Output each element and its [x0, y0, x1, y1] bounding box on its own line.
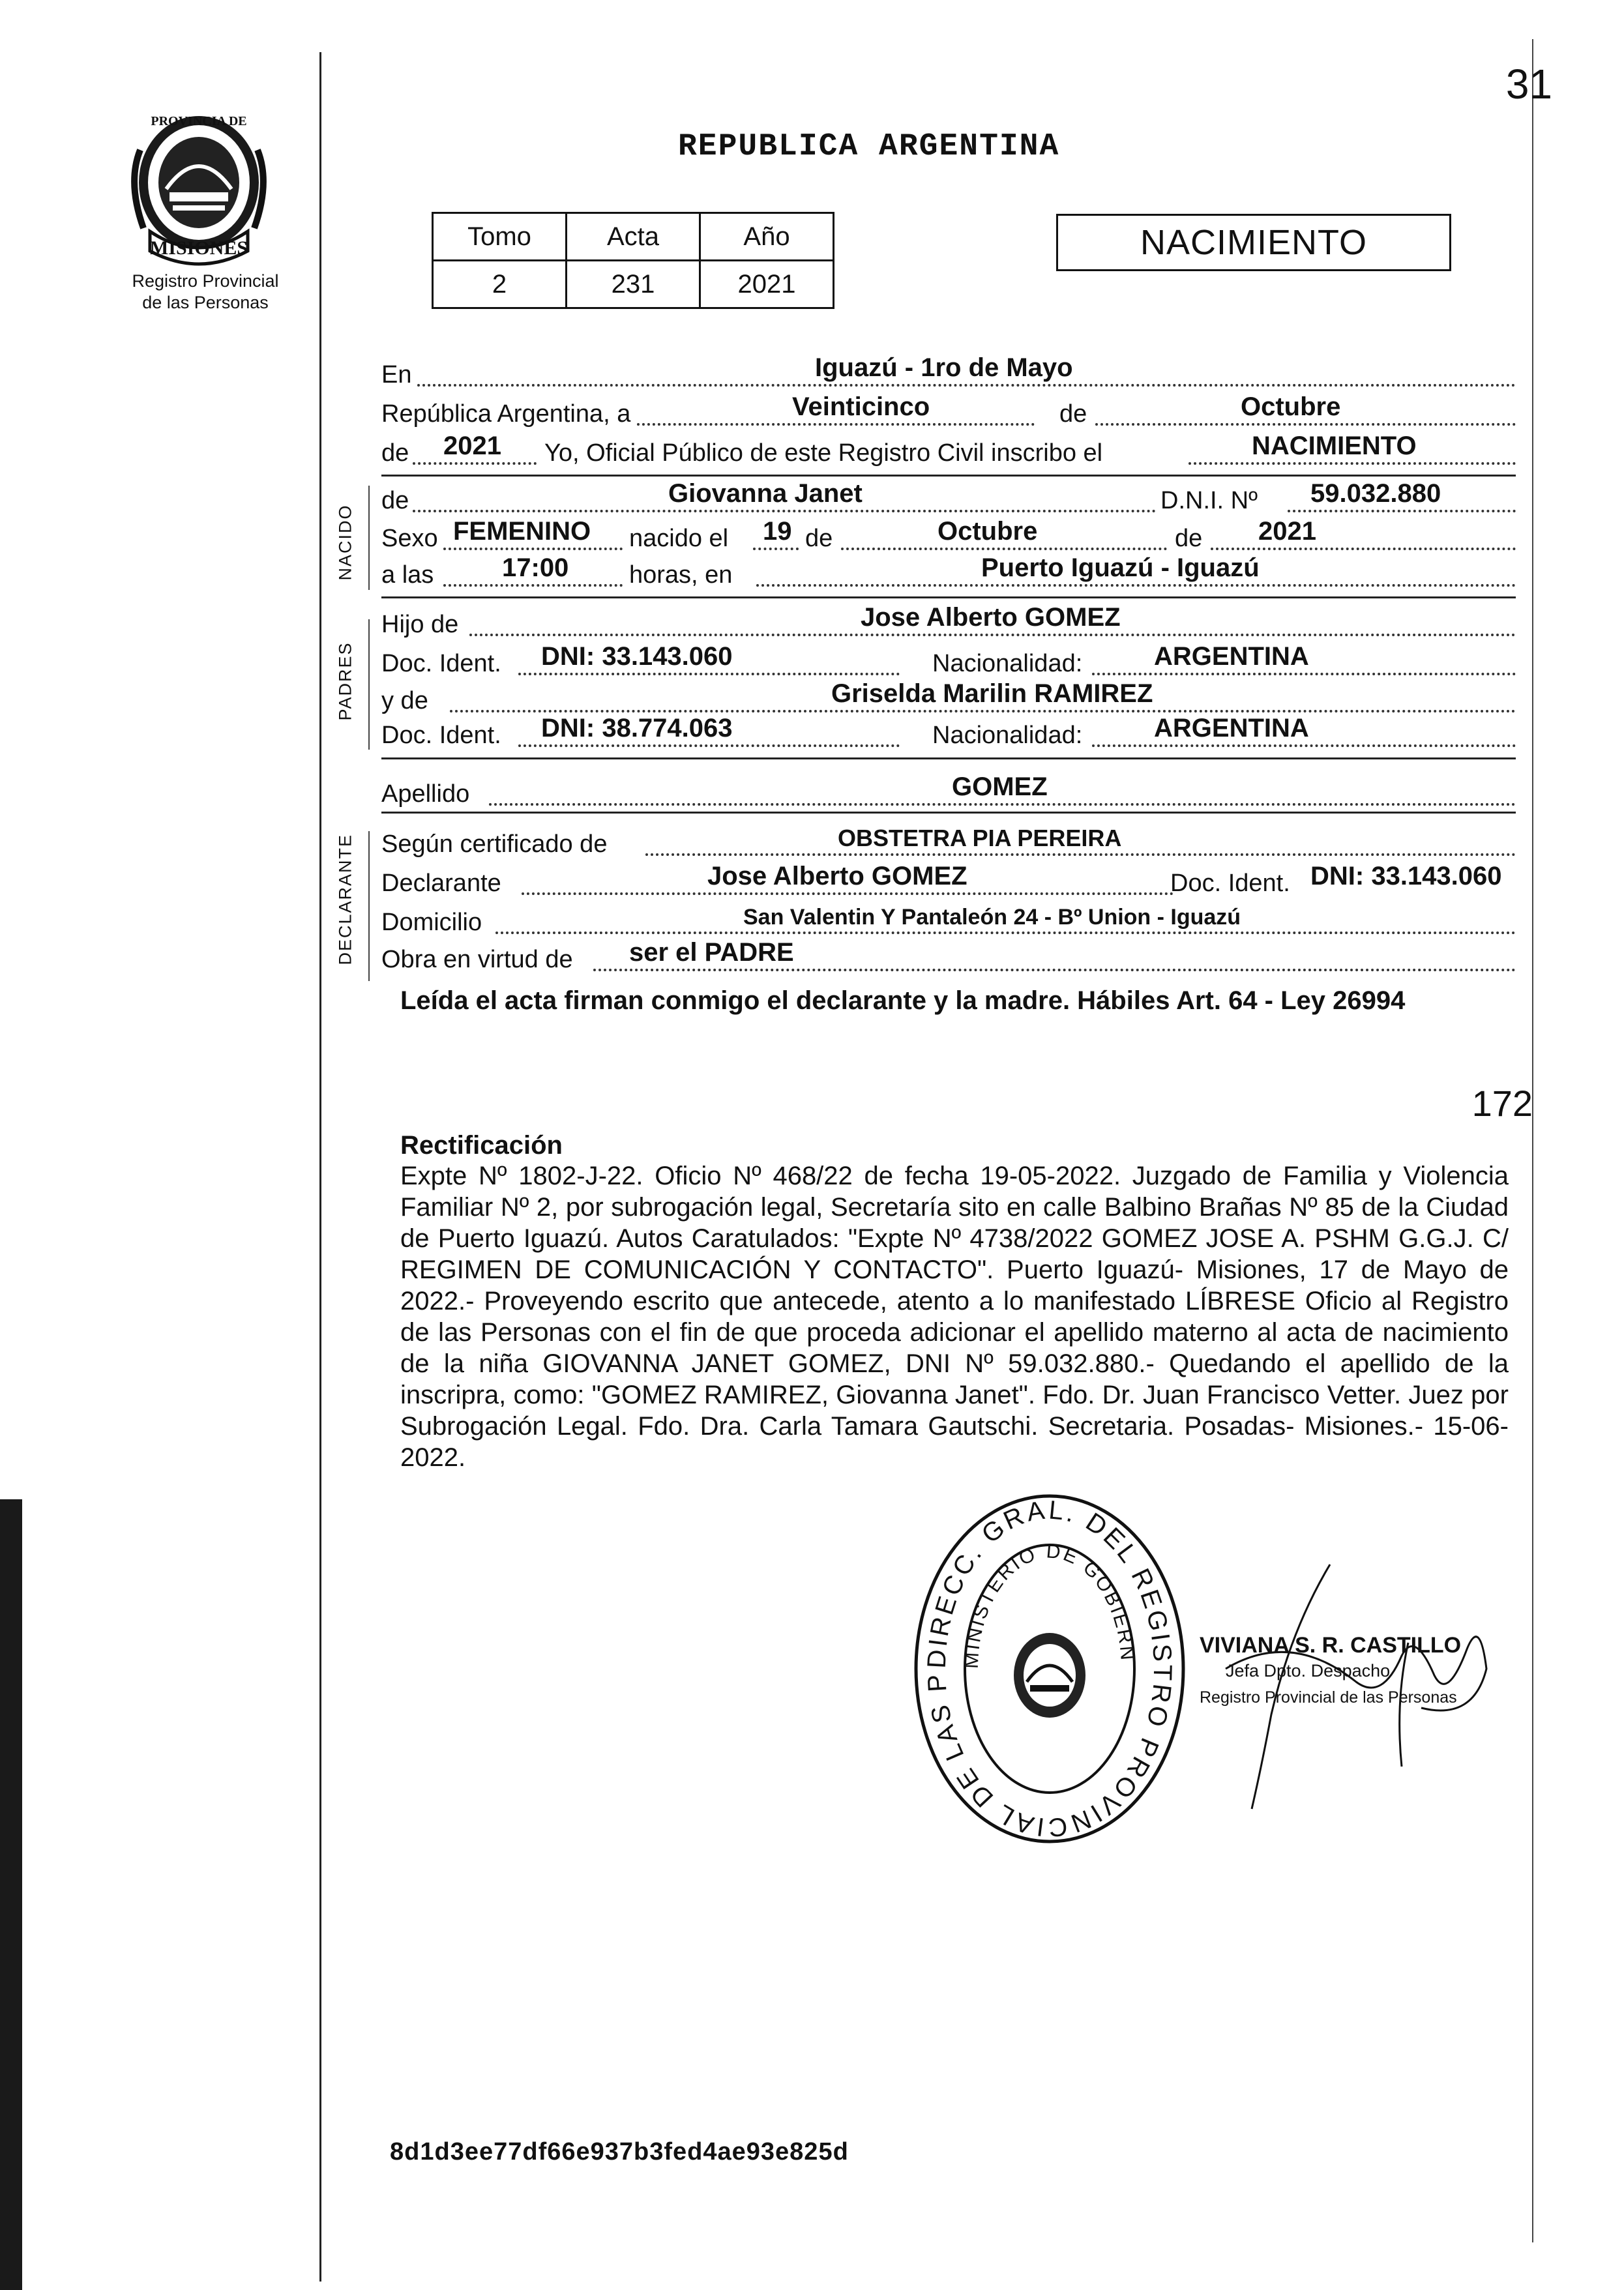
row-apellido	[381, 774, 1516, 814]
row-en	[381, 355, 1516, 394]
decl-doc-label: Doc. Ident.	[1170, 870, 1290, 897]
row-certificado	[381, 825, 1516, 864]
obra-value: ser el PADRE	[629, 938, 794, 967]
padre-value: Jose Alberto GOMEZ	[861, 603, 1121, 632]
de-label-3: de	[805, 525, 833, 552]
svg-text:MISIONES: MISIONES	[149, 237, 248, 259]
document-title: REPUBLICA ARGENTINA	[678, 129, 1060, 164]
right-margin-line	[1532, 39, 1533, 2242]
dotted-leader	[443, 548, 623, 550]
de-nombre-label: de	[381, 487, 409, 514]
stamp-inner-text: MINISTERIO DE GOBIERN	[960, 1540, 1139, 1669]
nombre-value: Giovanna Janet	[668, 479, 863, 508]
row-sexo	[381, 519, 1516, 558]
table-value-tomo: 2	[433, 261, 567, 308]
dotted-leader	[756, 584, 1516, 587]
sexo-label: Sexo	[381, 525, 438, 552]
sexo-value: FEMENINO	[453, 517, 591, 546]
dotted-leader	[645, 853, 1516, 856]
hora-value: 17:00	[502, 553, 569, 582]
record-type-box: NACIMIENTO	[1056, 214, 1451, 271]
dotted-leader	[1092, 744, 1516, 747]
dotted-leader	[413, 462, 537, 465]
row-domicilio	[381, 903, 1516, 942]
madre-doc: DNI: 38.774.063	[541, 714, 733, 742]
row-padre	[381, 605, 1516, 644]
section-label-padres: PADRES	[335, 641, 355, 721]
y-de-label: y de	[381, 687, 428, 714]
official-stamp-icon	[906, 1486, 1193, 1851]
row-madre-doc	[381, 716, 1516, 755]
nac-mes: Octubre	[937, 517, 1038, 546]
dni-label: D.N.I. Nº	[1160, 487, 1258, 514]
dotted-leader	[495, 932, 1516, 934]
de-label-4: de	[1175, 525, 1203, 552]
page-number: 31	[1505, 61, 1552, 108]
row-hora	[381, 555, 1516, 595]
inscribo-value: NACIMIENTO	[1252, 432, 1417, 460]
signatory-name: VIVIANA S. R. CASTILLO	[1200, 1633, 1462, 1658]
dotted-leader	[1092, 673, 1516, 675]
rectificacion-body: Expte Nº 1802-J-22. Oficio Nº 468/22 de fecha 19-05-2022. Juzgado de Familia y Violencia Familiar Nº 2, por subrogación legal, Secretaría sito en calle Balbino Brañas Nº 85 de la Ciudad de Puerto Iguazú. Autos Caratulados: "Expte Nº 4738/2022 GOMEZ JOSE A. PSHM G.G.J. C/ REGIMEN DE COMUNICACIÓN Y CONTACTO". Puerto Iguazú- Misiones, 17 de Mayo de 2022.- Proveyendo escrito que antecede, atento a lo manifestado LÍBRESE Oficio al Registro de las Personas con el fin de que proceda adicionar el apellido materno al acta de nacimiento de la niña GIOVANNA JANET GOMEZ, DNI Nº 59.032.880.- Quedando el apellido de la inscripra, como: "GOMEZ RAMIREZ, Giovanna Janet". Fdo. Dr. Juan Francisco Vetter. Juez por Subrogación Legal. Fdo. Dra. Carla Tamara Gautschi. Secretaria. Posadas- Misiones.- 15-06-2022.	[400, 1162, 1509, 1472]
divider	[381, 757, 1516, 759]
dotted-leader	[417, 384, 1516, 387]
apellido-label: Apellido	[381, 780, 470, 808]
a-las-label: a las	[381, 561, 434, 589]
nacionalidad-label: Nacionalidad:	[932, 722, 1083, 749]
dotted-leader	[753, 548, 799, 550]
registry-label-line1: Registro Provincial	[132, 271, 279, 291]
scan-edge	[0, 1499, 22, 2290]
mes-value: Octubre	[1241, 392, 1341, 421]
dotted-leader	[450, 710, 1516, 712]
record-table	[432, 212, 834, 309]
declarante-bar	[368, 831, 370, 981]
certificado-label: Según certificado de	[381, 830, 608, 858]
provincial-seal-icon	[114, 104, 284, 267]
dotted-leader	[518, 673, 900, 675]
horas-en-label: horas, en	[629, 561, 733, 589]
table-header-tomo: Tomo	[433, 213, 567, 261]
dotted-leader	[489, 803, 1516, 806]
divider	[381, 596, 1516, 598]
republica-label: República Argentina, a	[381, 400, 631, 428]
padres-bar	[368, 619, 370, 750]
dotted-leader	[841, 548, 1167, 550]
row-padre-doc	[381, 644, 1516, 683]
certificado-value: OBSTETRA PIA PEREIRA	[838, 825, 1122, 851]
registry-label-line2: de las Personas	[142, 293, 269, 312]
en-value: Iguazú - 1ro de Mayo	[815, 353, 1073, 382]
de-label: de	[1059, 400, 1087, 428]
apellido-value: GOMEZ	[952, 772, 1048, 801]
stamp-outer-text: DIRECC. GRAL. DEL REGISTRO PROVINCIAL DE LAS P	[922, 1495, 1177, 1842]
doc-ident-label: Doc. Ident.	[381, 650, 501, 677]
de-label-2: de	[381, 439, 409, 467]
madre-nac: ARGENTINA	[1154, 714, 1309, 742]
signature-icon	[1187, 1551, 1499, 1812]
decl-doc-value: DNI: 33.143.060	[1310, 862, 1502, 890]
registry-label	[98, 271, 313, 314]
padre-doc: DNI: 33.143.060	[541, 642, 733, 671]
dotted-leader	[443, 584, 623, 587]
dotted-leader	[1288, 510, 1516, 512]
rectificacion-title: Rectificación	[400, 1131, 563, 1160]
table-header-acta: Acta	[567, 213, 700, 261]
domicilio-label: Domicilio	[381, 909, 482, 936]
table-value-anio: 2021	[700, 261, 834, 308]
lugar-value: Puerto Iguazú - Iguazú	[981, 553, 1260, 582]
table-value-acta: 231	[567, 261, 700, 308]
row-declarante	[381, 864, 1516, 903]
row-fecha	[381, 394, 1516, 433]
dni-value: 59.032.880	[1310, 479, 1441, 508]
row-inscribo	[381, 433, 1516, 473]
domicilio-value: San Valentin Y Pantaleón 24 - Bº Union - Iguazú	[743, 905, 1241, 930]
table-header-anio: Año	[700, 213, 834, 261]
dotted-leader	[1211, 548, 1516, 550]
declarante-label: Declarante	[381, 870, 501, 897]
anio-value: 2021	[443, 432, 501, 460]
madre-value: Griselda Marilin RAMIREZ	[831, 679, 1153, 708]
left-margin-line	[319, 52, 321, 2282]
dotted-leader	[469, 634, 1516, 636]
document-hash: 8d1d3ee77df66e937b3fed4ae93e825d	[390, 2138, 849, 2165]
inscribo-text: Yo, Oficial Público de este Registro Civil inscribo el	[544, 439, 1103, 467]
svg-text:PROVINCIA DE: PROVINCIA DE	[151, 114, 247, 128]
dotted-leader	[593, 969, 1516, 971]
margin-number: 172	[1471, 1083, 1533, 1124]
nacido-label: nacido el	[629, 525, 729, 552]
divider	[381, 475, 1516, 477]
closing-note: Leída el acta firman conmigo el declarante y la madre. Hábiles Art. 64 - Ley 26994	[400, 986, 1406, 1015]
signatory-org: Registro Provincial de las Personas	[1200, 1688, 1457, 1707]
dotted-leader	[1095, 423, 1516, 426]
hijo-label: Hijo de	[381, 611, 459, 638]
nac-dia: 19	[763, 517, 792, 546]
signatory-title: Jefa Dpto. Despacho	[1226, 1661, 1391, 1681]
nacionalidad-label: Nacionalidad:	[932, 650, 1083, 677]
dotted-leader	[518, 744, 900, 747]
nac-anio: 2021	[1258, 517, 1316, 546]
padre-nac: ARGENTINA	[1154, 642, 1309, 671]
row-obra	[381, 940, 1516, 979]
row-nombre	[381, 481, 1516, 520]
dotted-leader	[522, 892, 1174, 895]
divider	[381, 812, 1516, 814]
section-label-nacido: NACIDO	[335, 504, 355, 581]
dia-value: Veinticinco	[792, 392, 930, 421]
nacido-bar	[368, 486, 370, 590]
en-label: En	[381, 361, 412, 389]
declarante-value: Jose Alberto GOMEZ	[707, 862, 967, 890]
doc-ident-label: Doc. Ident.	[381, 722, 501, 749]
dotted-leader	[413, 510, 1156, 512]
dotted-leader	[1188, 462, 1516, 465]
dotted-leader	[637, 423, 1035, 426]
section-label-declarante: DECLARANTE	[335, 833, 355, 965]
obra-label: Obra en virtud de	[381, 946, 573, 973]
